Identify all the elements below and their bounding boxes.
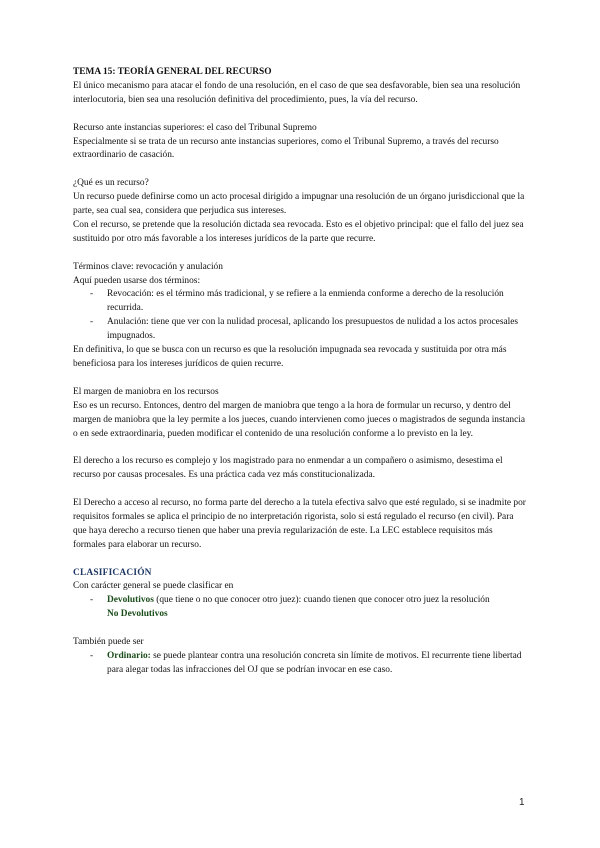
document-title: TEMA 15: TEORÍA GENERAL DEL RECURSO [73, 67, 272, 77]
que-es-paragraph-2: Con el recurso, se pretende que la resolución dictada sea revocada. Esto es el objetivo principal: que el fallo del juez sea sustituido por otro más favorable a los intereses jurídicos de la parte que recurre. [73, 219, 524, 244]
list-item-text: Revocación: es el término más tradicional, y se refiere a la enmienda conforme a derecho de la resolución recurrida. [107, 289, 504, 314]
ordinario-term: Ordinario: [107, 650, 151, 661]
margen-paragraph: Eso es un recurso. Entonces, dentro del margen de maniobra que tengo a la hora de formular un recurso, y dentro del margen de maniobra que la ley permite a los jueces, cuando intervienen como jueces o magistrados de segunda instancia o en sede extraordinaria, pueden modificar el contenido de una resolución conforme a lo previsto en la ley. [73, 400, 526, 439]
terminos-list [73, 288, 527, 344]
intro-paragraph: El único mecanismo para atacar el fondo de una resolución, en el caso de que sea desfavorable, bien sea una resolución interlocutoria, bien sea una resolución definitiva del procedimiento, pues, la vía del recurso. [73, 80, 521, 105]
que-es-heading: ¿Qué es un recurso? [73, 178, 149, 189]
document-page [73, 66, 527, 678]
terminos-lead: Aquí pueden usarse dos términos: [73, 275, 201, 286]
devolutivos-term: Devolutivos [107, 595, 154, 606]
devolutivos-text: (que tiene o no que conocer otro juez): cuando tienen que conocer otro juez la resolución [153, 595, 490, 606]
list-item: - Revocación: es el término más tradicional, y se refiere a la enmienda conforme a derecho de la resolución recurrida. [90, 289, 504, 314]
terminos-heading: Términos clave: revocación y anulación [73, 261, 223, 272]
derecho-complejo-paragraph: El derecho a los recurso es complejo y los magistrado para no enmendar a un compañero o asimismo, desestima el recurso por causas procesales. Es una práctica cada vez más constitucionalizada. [73, 456, 503, 481]
acceso-paragraph: El Derecho a acceso al recurso, no forma parte del derecho a la tutela efectiva salvo que esté regulado, si se inadmite por requisitos formales se aplica el principio de no interpretación rigorista, solo si está regulado el recurso (en civil). Para que haya derecho a recurso tienen que haber una previa regularización de este. La LEC establece requisitos más formales para elaborar un recurso. [73, 498, 526, 550]
list-item: - Ordinario: se puede plantear contra una resolución concreta sin límite de motivos. El recurrente tiene libertad para alegar todas las infracciones del OJ que se podrían invocar en ese caso. [90, 650, 522, 675]
clasificacion-heading: CLASIFICACIÓN [73, 567, 152, 578]
supremo-heading: Recurso ante instancias superiores: el caso del Tribunal Supremo [73, 122, 317, 133]
clasificacion-list-1 [73, 594, 527, 608]
page-number: 1 [519, 797, 525, 808]
clasificacion-lead: Con carácter general se puede clasificar en [73, 581, 234, 592]
margen-heading: El margen de maniobra en los recursos [73, 386, 219, 397]
no-devolutivos-term: No Devolutivos [107, 609, 168, 620]
list-item-text: Anulación: tiene que ver con la nulidad procesal, aplicando los presupuestos de nulidad a los actos procesales impugnados. [107, 317, 519, 342]
terminos-conclusion: En definitiva, lo que se busca con un recurso es que la resolución impugnada sea revocada y sustituida por otra más beneficiosa para los intereses jurídicos de quien recurre. [73, 345, 507, 369]
list-item: - Anulación: tiene que ver con la nulidad procesal, aplicando los presupuestos de nulidad a los actos procesales impugnados. [90, 317, 519, 342]
supremo-paragraph: Especialmente si se trata de un recurso ante instancias superiores, como el Tribunal Supremo, a través del recurso extraordinario de casación. [73, 136, 499, 161]
ordinario-text: se puede plantear contra una resolución concreta sin límite de motivos. El recurrente tiene libertad para alegar todas las infracciones del OJ que se podrían invocar en ese caso. [107, 650, 522, 675]
list-item: - Devolutivos (que tiene o no que conocer otro juez): cuando tienen que conocer otro juez la resolución [90, 595, 490, 606]
que-es-paragraph-1: Un recurso puede definirse como un acto procesal dirigido a impugnar una resolución de un órgano jurisdiccional que la parte, sea cual sea, considera que perjudica sus intereses. [73, 192, 525, 217]
tambien-lead: También puede ser [73, 637, 144, 648]
clasificacion-list-2 [73, 650, 527, 678]
